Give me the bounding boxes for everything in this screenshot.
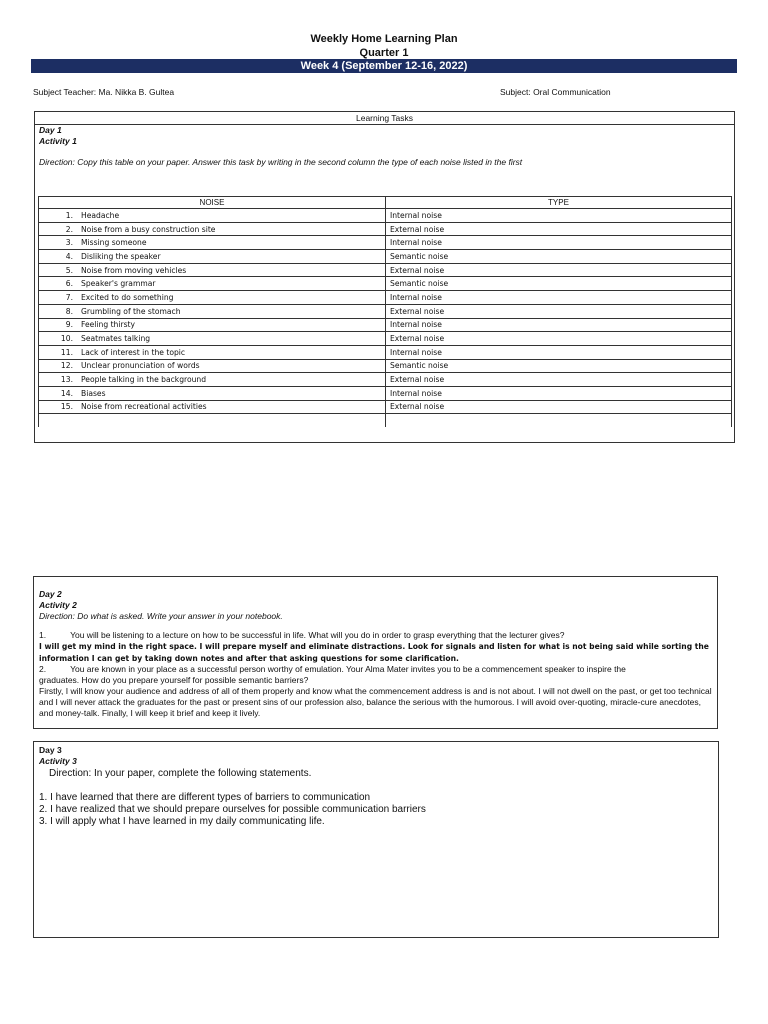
teacher-label: Subject Teacher: Ma. Nikka B. Gultea bbox=[33, 87, 175, 97]
noise-text: Headache bbox=[81, 210, 120, 220]
row-number: 8. bbox=[65, 306, 73, 316]
noise-cell bbox=[39, 359, 386, 373]
noise-table-row bbox=[39, 318, 732, 332]
noise-text: Noise from a busy construction site bbox=[81, 224, 216, 234]
type-cell: Internal noise bbox=[386, 318, 732, 332]
noise-table-row bbox=[39, 345, 732, 359]
noise-text: Noise from recreational activities bbox=[81, 402, 207, 412]
noise-text: Disliking the speaker bbox=[81, 251, 161, 261]
subject-label: Subject: Oral Communication bbox=[500, 87, 611, 97]
type-cell: Semantic noise bbox=[386, 250, 732, 264]
answer-1: I will get my mind in the right space. I will prepare myself and eliminate distractions. Look for signals and listen for what is not being said while sorting the information I can get by taking down notes and after that asking questions for some clarification. bbox=[39, 642, 709, 663]
noise-text: Excited to do something bbox=[81, 292, 174, 302]
noise-text: Unclear pronunciation of words bbox=[81, 361, 200, 371]
day2-label: Day 2 bbox=[39, 589, 62, 599]
type-cell: External noise bbox=[386, 332, 732, 346]
question-2-number: 2. bbox=[39, 664, 47, 674]
noise-table-stub bbox=[39, 414, 732, 427]
noise-text: Speaker's grammar bbox=[81, 279, 156, 289]
noise-cell bbox=[39, 304, 386, 318]
row-number: 14. bbox=[60, 388, 73, 398]
day3-box bbox=[33, 741, 719, 938]
noise-table-row bbox=[39, 222, 732, 236]
type-cell: Semantic noise bbox=[386, 359, 732, 373]
noise-cell bbox=[39, 400, 386, 414]
noise-table-row bbox=[39, 209, 732, 223]
noise-table-row bbox=[39, 386, 732, 400]
noise-cell bbox=[39, 222, 386, 236]
row-number: 13. bbox=[60, 375, 73, 385]
type-cell: Semantic noise bbox=[386, 277, 732, 291]
noise-cell bbox=[39, 386, 386, 400]
activity1-direction: Direction: Copy this table on your paper. Answer this task by writing in the second column the type of each noise listed in the first bbox=[39, 157, 523, 167]
noise-table-row bbox=[39, 250, 732, 264]
statements-list bbox=[39, 792, 714, 828]
type-cell: External noise bbox=[386, 304, 732, 318]
noise-text: Missing someone bbox=[81, 238, 147, 248]
row-number: 3. bbox=[65, 238, 73, 248]
day2-box bbox=[33, 576, 718, 729]
question-2-continued: graduates. How do you prepare yourself for possible semantic barriers? bbox=[39, 675, 309, 685]
type-cell: Internal noise bbox=[386, 386, 732, 400]
noise-text: People talking in the background bbox=[81, 375, 207, 385]
noise-cell bbox=[39, 318, 386, 332]
question-2-text: You are known in your place as a successful person worthy of emulation. Your Alma Mater invites you to be a commencement speaker to inspire the bbox=[70, 664, 626, 674]
week-banner: Week 4 (September 12-16, 2022) bbox=[31, 59, 737, 73]
row-number: 12. bbox=[60, 361, 73, 371]
noise-table-row bbox=[39, 304, 732, 318]
noise-cell bbox=[39, 277, 386, 291]
row-number: 11. bbox=[60, 347, 73, 357]
noise-text: Grumbling of the stomach bbox=[81, 306, 181, 316]
type-column-header: TYPE bbox=[386, 197, 732, 209]
noise-text: Lack of interest in the topic bbox=[81, 347, 186, 357]
type-cell: Internal noise bbox=[386, 209, 732, 223]
noise-table-row bbox=[39, 236, 732, 250]
row-number: 4. bbox=[65, 251, 73, 261]
row-number: 6. bbox=[65, 279, 73, 289]
noise-table-row bbox=[39, 373, 732, 387]
noise-table-row bbox=[39, 359, 732, 373]
activity1-label: Activity 1 bbox=[39, 136, 77, 146]
learning-tasks-heading: Learning Tasks bbox=[35, 112, 734, 125]
noise-table-row bbox=[39, 332, 732, 346]
noise-cell bbox=[39, 332, 386, 346]
statement-item: 3. I will apply what I have learned in my daily communicating life. bbox=[39, 816, 325, 827]
row-number: 10. bbox=[60, 334, 73, 344]
question-2 bbox=[39, 664, 713, 675]
row-number: 7. bbox=[65, 292, 73, 302]
noise-cell bbox=[39, 345, 386, 359]
answer-2: Firstly, I will know your audience and address of all of them properly and know what the commencement address is and is not about. I will not dwell on the past, or get too technical and I will never attack the graduates for the past or present sins of our profession also, balance the serious with the humorous. I will avoid over-quoting, miracle-cure anecdotes, and money-talk. Finally, I will keep it brief and keep it lively. bbox=[39, 686, 712, 718]
question-1 bbox=[39, 630, 713, 641]
noise-cell bbox=[39, 291, 386, 305]
noise-text: Feeling thirsty bbox=[81, 320, 136, 330]
type-cell: Internal noise bbox=[386, 345, 732, 359]
row-number: 15. bbox=[60, 402, 73, 412]
noise-table-row bbox=[39, 400, 732, 414]
statement-item: 1. I have learned that there are different types of barriers to communication bbox=[39, 792, 371, 803]
noise-table bbox=[38, 196, 732, 427]
activity3-direction: Direction: In your paper, complete the following statements. bbox=[49, 768, 312, 779]
noise-text: Biases bbox=[81, 388, 106, 398]
activity3-label: Activity 3 bbox=[39, 756, 77, 766]
row-number: 2. bbox=[65, 224, 73, 234]
plan-title: Weekly Home Learning Plan bbox=[310, 33, 458, 45]
noise-cell bbox=[39, 236, 386, 250]
question-1-text: You will be listening to a lecture on how to be successful in life. What will you do in order to grasp everything that the lecturer gives? bbox=[70, 630, 565, 640]
type-cell: Internal noise bbox=[386, 291, 732, 305]
type-cell: Internal noise bbox=[386, 236, 732, 250]
noise-text: Seatmates talking bbox=[81, 334, 151, 344]
type-cell: External noise bbox=[386, 263, 732, 277]
type-cell: External noise bbox=[386, 373, 732, 387]
type-cell: External noise bbox=[386, 222, 732, 236]
noise-table-row bbox=[39, 263, 732, 277]
noise-cell bbox=[39, 209, 386, 223]
day1-label: Day 1 bbox=[39, 125, 62, 135]
noise-column-header: NOISE bbox=[39, 197, 386, 209]
activity2-direction: Direction: Do what is asked. Write your answer in your notebook. bbox=[39, 611, 283, 621]
question-1-number: 1. bbox=[39, 630, 47, 640]
noise-cell bbox=[39, 373, 386, 387]
type-cell: External noise bbox=[386, 400, 732, 414]
noise-text: Noise from moving vehicles bbox=[81, 265, 187, 275]
activity2-label: Activity 2 bbox=[39, 600, 77, 610]
row-number: 9. bbox=[65, 320, 73, 330]
day3-label: Day 3 bbox=[39, 745, 62, 755]
noise-table-row bbox=[39, 291, 732, 305]
noise-cell bbox=[39, 250, 386, 264]
noise-table-row bbox=[39, 277, 732, 291]
row-number: 1. bbox=[65, 210, 73, 220]
noise-cell bbox=[39, 263, 386, 277]
quarter-label: Quarter 1 bbox=[359, 47, 409, 59]
row-number: 5. bbox=[65, 265, 73, 275]
statement-item: 2. I have realized that we should prepare ourselves for possible communication barriers bbox=[39, 804, 426, 815]
